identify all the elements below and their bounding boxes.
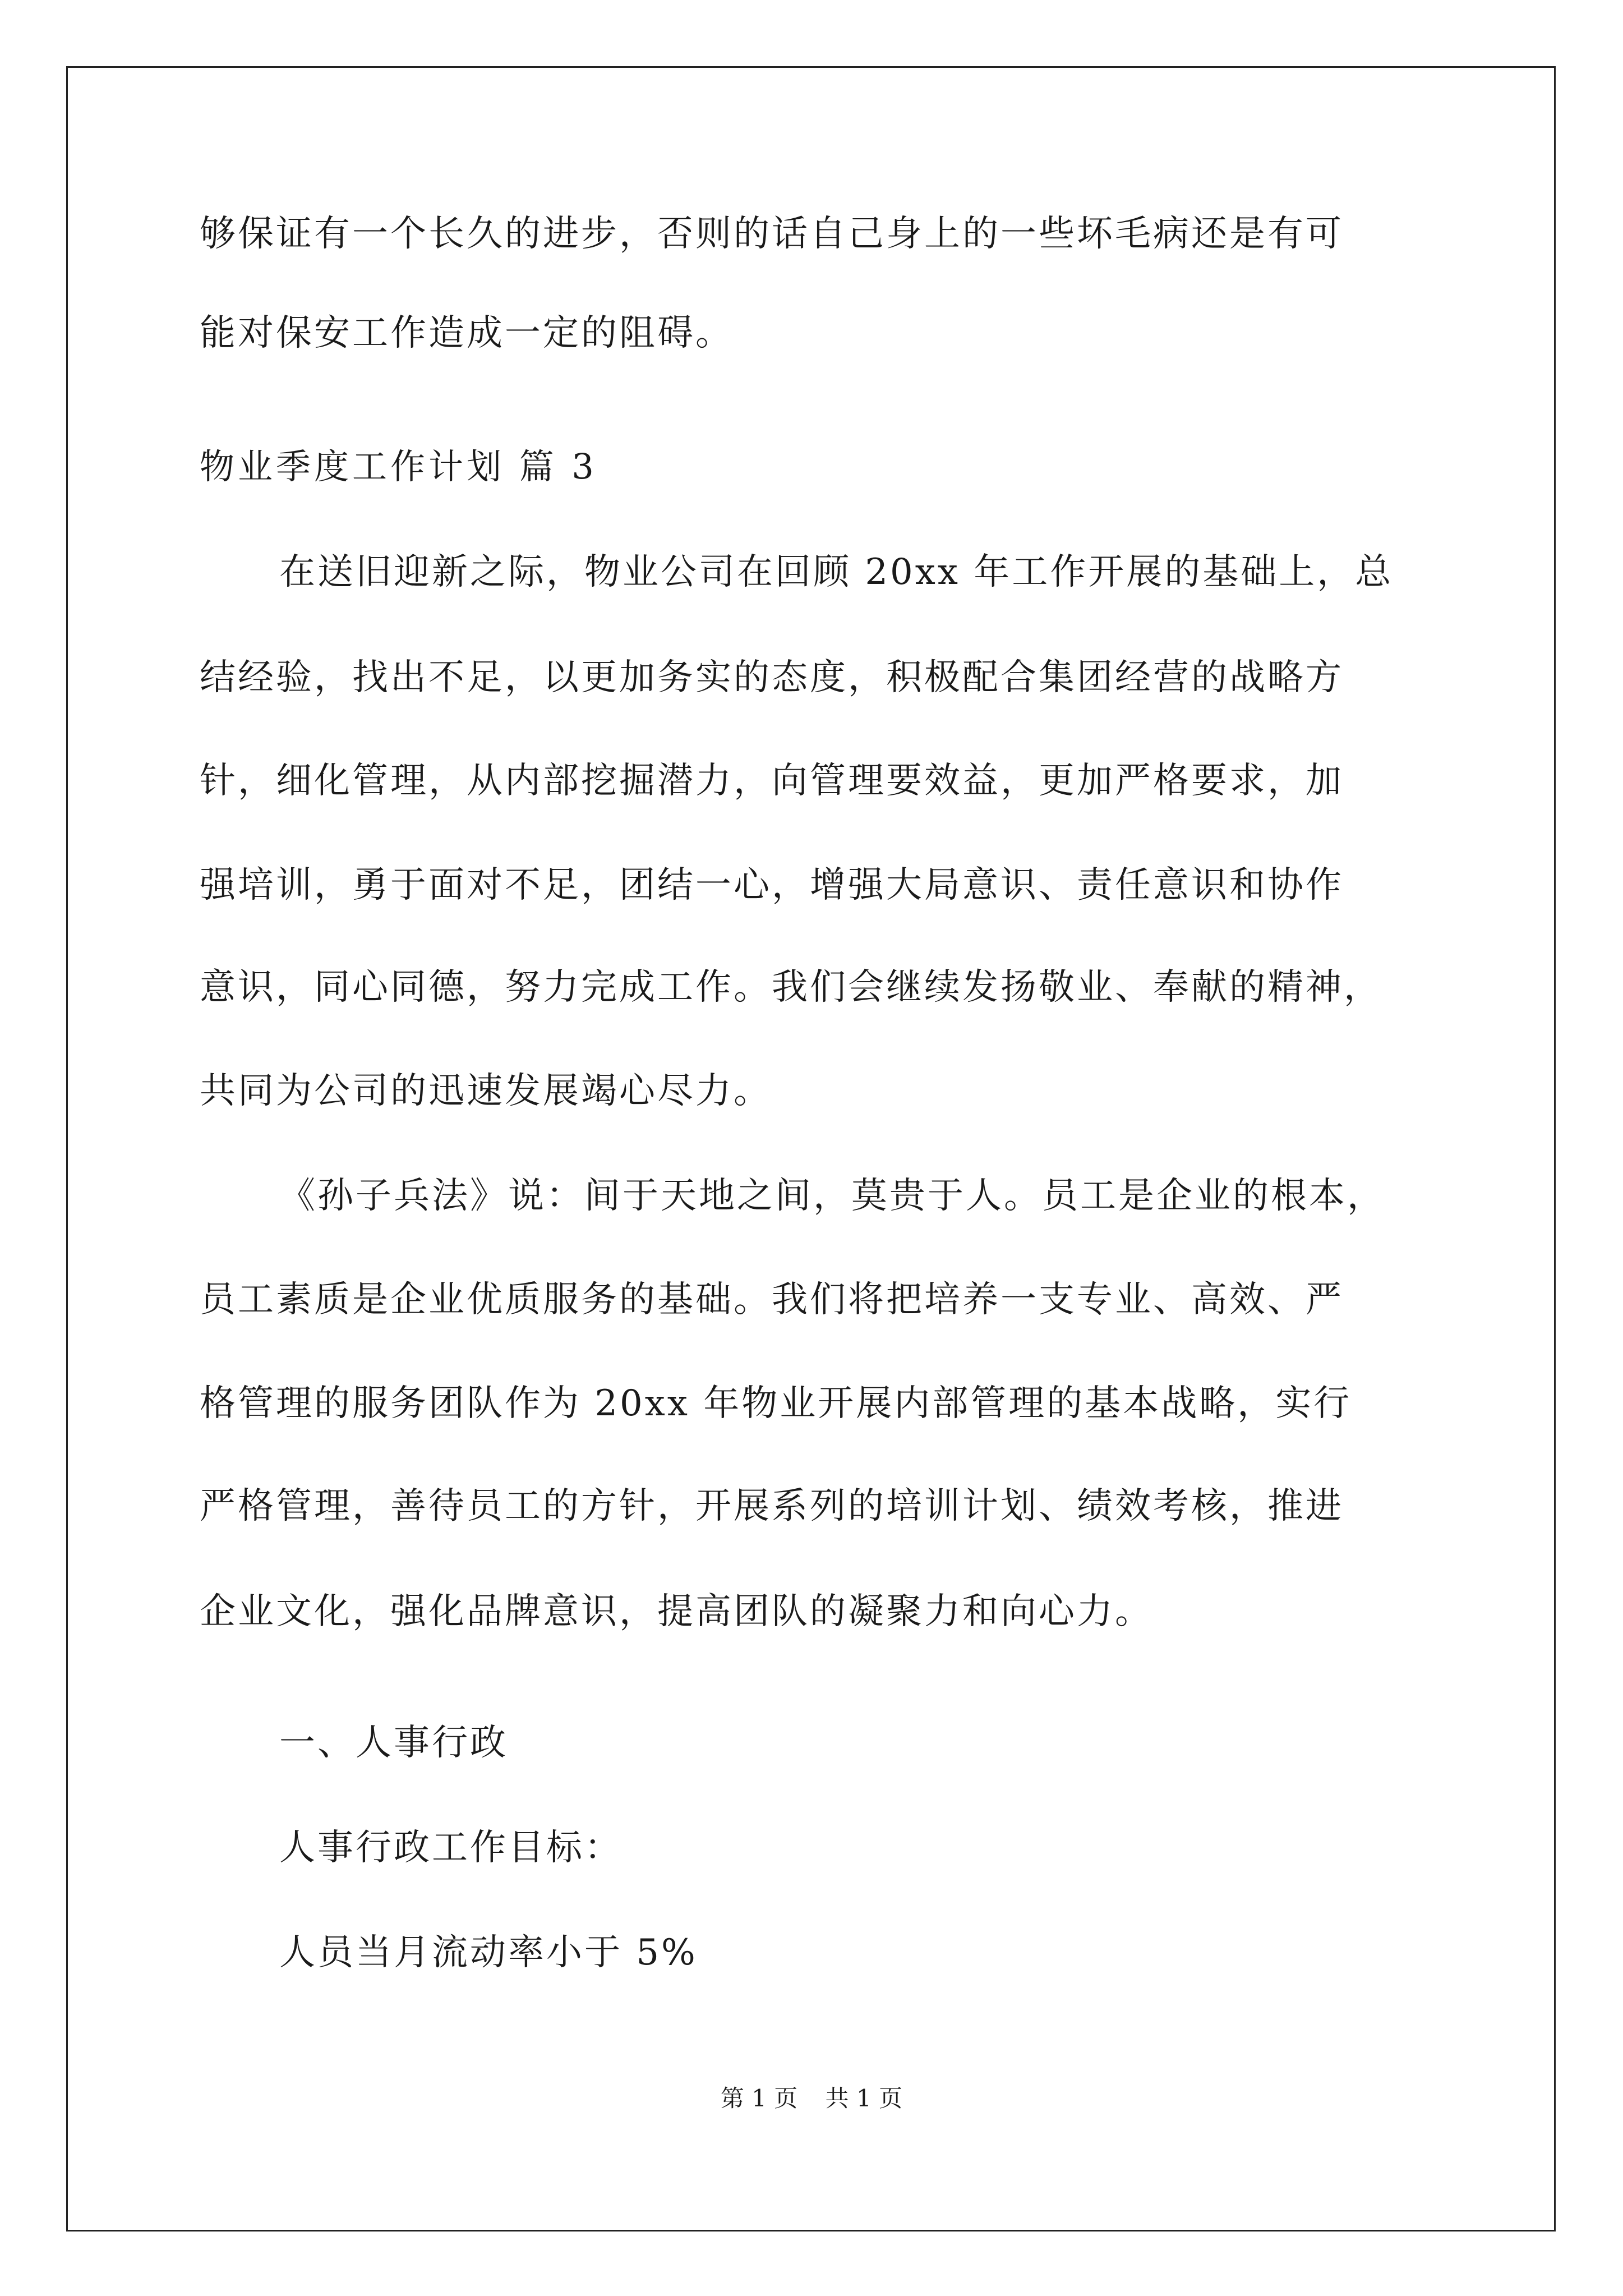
body-line: 结经验，找出不足，以更加务实的态度，积极配合集团经营的战略方: [200, 657, 1344, 698]
body-line: 员工素质是企业优质服务的基础。我们将把培养一支专业、高效、严: [200, 1279, 1344, 1320]
body-line: 够保证有一个长久的进步，否则的话自己身上的一些坏毛病还是有可: [200, 213, 1344, 255]
body-line: 格管理的服务团队作为 20xx 年物业开展内部管理的基本战略，实行: [200, 1383, 1352, 1424]
list-subheading: 人事行政工作目标：: [279, 1827, 623, 1869]
body-line: 针，细化管理，从内部挖掘潜力，向管理要效益，更加严格要求，加: [200, 760, 1344, 802]
page-footer: [0, 2083, 1623, 2114]
list-heading: 一、人事行政: [279, 1722, 508, 1764]
body-line: 共同为公司的迅速发展竭心尽力。: [200, 1070, 772, 1112]
section-heading: 物业季度工作计划 篇 3: [200, 446, 597, 487]
page-number-total: 共 1 页: [825, 2085, 903, 2112]
body-line: 强培训，勇于面对不足，团结一心，增强大局意识、责任意识和协作: [200, 864, 1344, 906]
body-line: 能对保安工作造成一定的阻碍。: [200, 312, 734, 354]
body-line: 意识，同心同德，努力完成工作。我们会继续发扬敬业、奉献的精神，: [200, 967, 1382, 1008]
list-item: 人员当月流动率小于 5%: [279, 1932, 698, 1973]
paragraph-first-line: 在送旧迎新之际，物业公司在回顾 20xx 年工作开展的基础上，总: [279, 551, 1394, 593]
body-line: 企业文化，强化品牌意识，提高团队的凝聚力和向心力。: [200, 1591, 1153, 1632]
page-border: [66, 66, 1556, 2231]
body-line: 严格管理，善待员工的方针，开展系列的培训计划、绩效考核，推进: [200, 1485, 1344, 1527]
paragraph-first-line: 《孙子兵法》说：间于天地之间，莫贵于人。员工是企业的根本，: [279, 1175, 1385, 1217]
page-number-current: 第 1 页: [720, 2085, 798, 2112]
